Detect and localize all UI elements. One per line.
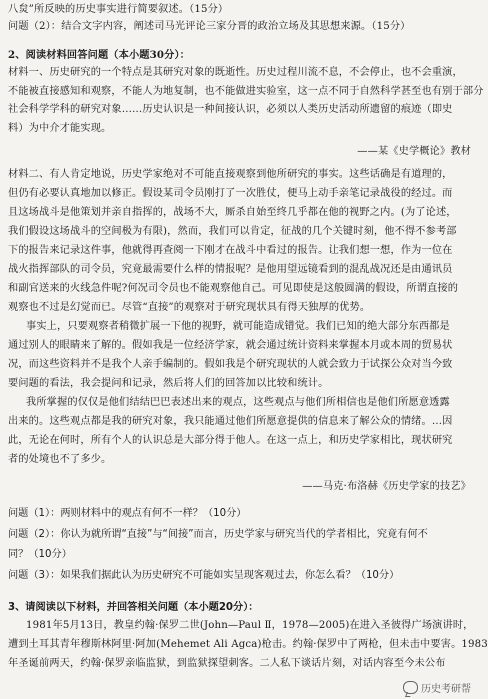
- text-line: 事实上，只要观察者稍微扩展一下他的视野，就可能造成错觉。我们已知的绝大部分东西都是: [26, 321, 450, 332]
- text-line: 1981年5月13日，教皇约翰·保罗二世(John—Paul Ⅱ，1978—2005)在进入圣彼得广场演讲时，: [26, 620, 474, 631]
- text-line: 和副官送来的火线急件呢?何况司令员也不能观察他自己。可见即使是这般圆满的假设，所谓直接的: [8, 283, 459, 294]
- chat-bubble-icon: [403, 681, 418, 694]
- text-line: 但仍有必要认真地加以修正。假设某司令员刚打了一次胜仗，便马上动手亲笔记录战役的经过。而: [8, 188, 453, 199]
- text-line: 下的报告来记录这件事，他就得再查阅一下刚才在战斗中看过的报告。让我们想一想，作为一位在: [8, 245, 453, 256]
- text-line: 且这场战斗是他策划并亲自指挥的，战场不大，厮杀自始至终几乎都在他的视野之内。(为了论述，: [8, 207, 457, 218]
- section-heading: 2、阅读材料回答问题（本小题30分）：: [8, 49, 191, 61]
- text-line: 通过别人的眼睛来了解的。假如我是一位经济学家，就会通过统计资料来掌握本月或本周的贸易状: [8, 340, 453, 351]
- text-line: 社会科学学科的研究对象……历史认识是一种间接认识，必须以人类历史活动所遗留的痕迹（即史: [8, 104, 453, 115]
- text-line: 者的处境也不了多少。: [8, 454, 112, 465]
- question-line: 问题（1）：两则材料中的观点有何不一样？（10分）: [8, 508, 247, 519]
- text-line: 况，而这些资料并不是我个人亲手编制的。假如我是个研究现状的人就会致力于试探公众对当今致: [8, 359, 453, 370]
- source-citation: ——某《史学概论》教材: [357, 146, 471, 157]
- text-line: 八炱”所反映的历史事实进行简要叙述。（15分）: [8, 4, 229, 15]
- text-line: 要问题的看法，我会提问和记录，然后将人们的回答加以比较和统计。: [8, 378, 329, 389]
- text-line: 材料一、历史研究的一个特点是其研究对象的既逝性。历史过程川流不息，不会停止，也不会重演，: [8, 67, 463, 78]
- source-citation: ——马克·布洛赫《历史学家的技艺》: [302, 481, 471, 492]
- watermark: [403, 680, 471, 695]
- question-line: 问题（2）：你认为就所谓“直接”与“间接”而言，历史学家与研究当代的学者相比，究竟有何不: [8, 529, 428, 540]
- text-line: 材料二、有人肯定地说，历史学家绝对不可能直接观察到他所研究的事实。这些话确是有道理的，: [8, 169, 453, 180]
- text-line: 此，无论在何时，所有个人的认识总是大部分得于他人。在这一点上，和历史学家相比，现状研究: [8, 435, 453, 446]
- text-line: 遭到土耳其青年穆斯林阿里·阿加(Mehemet Ali Agca)枪击。约翰·保罗中了两枪，但未击中要害。1983: [8, 639, 488, 650]
- text-line: 我们假设这场战斗的空间极为有限)，然而，我们可以肯定，征战的几个关键时刻，他不得不参考部: [8, 226, 457, 237]
- question-line: 问题（2）：结合文字内容，阐述司马光评论三家分晋的政治立场及其思想来源。（15分）: [8, 21, 411, 32]
- watermark-text: 历史考研帮: [421, 684, 471, 695]
- text-line: 不能被直接感知和观察，不能人为地复制，也不能做进实验室，这一点不同于自然科学甚至也有别于部分: [8, 86, 484, 97]
- section-heading: 3、请阅读以下材料，并回答相关问题（本小题20分）：: [8, 602, 259, 613]
- text-line: 观察也不过是幻觉而已。尽管“直接”的观察对于研究现状具有得天独厚的优势。: [8, 302, 371, 313]
- text-line: 年圣诞前两天，约翰·保罗亲临监狱，到监狱探望刺客。二人私下谈话片刻，对话内容至今未公布: [8, 658, 446, 669]
- text-line: 出来的。这些观点都是我的研究对象，我只能通过他们所愿意提供的信息来了解公众的情绪。…因: [8, 416, 453, 427]
- text-line: 我所掌握的仅仅是他们结结巴巴表述出来的观点，这些观点与他们所相信也是他们所愿意透露: [26, 397, 450, 408]
- text-line: 料）为中介才能实现。: [8, 123, 112, 134]
- text-line: 战火指挥部队的司令员，究竟最需要什么样的情报呢？是他用望远镜看到的混乱战况还是由通讯员: [8, 264, 453, 275]
- question-line: 问题（3）：如果我们据此认为历史研究不可能如实呈现客观过去，你怎么看？（10分）: [8, 570, 400, 581]
- question-line: 同？（10分）: [8, 549, 72, 560]
